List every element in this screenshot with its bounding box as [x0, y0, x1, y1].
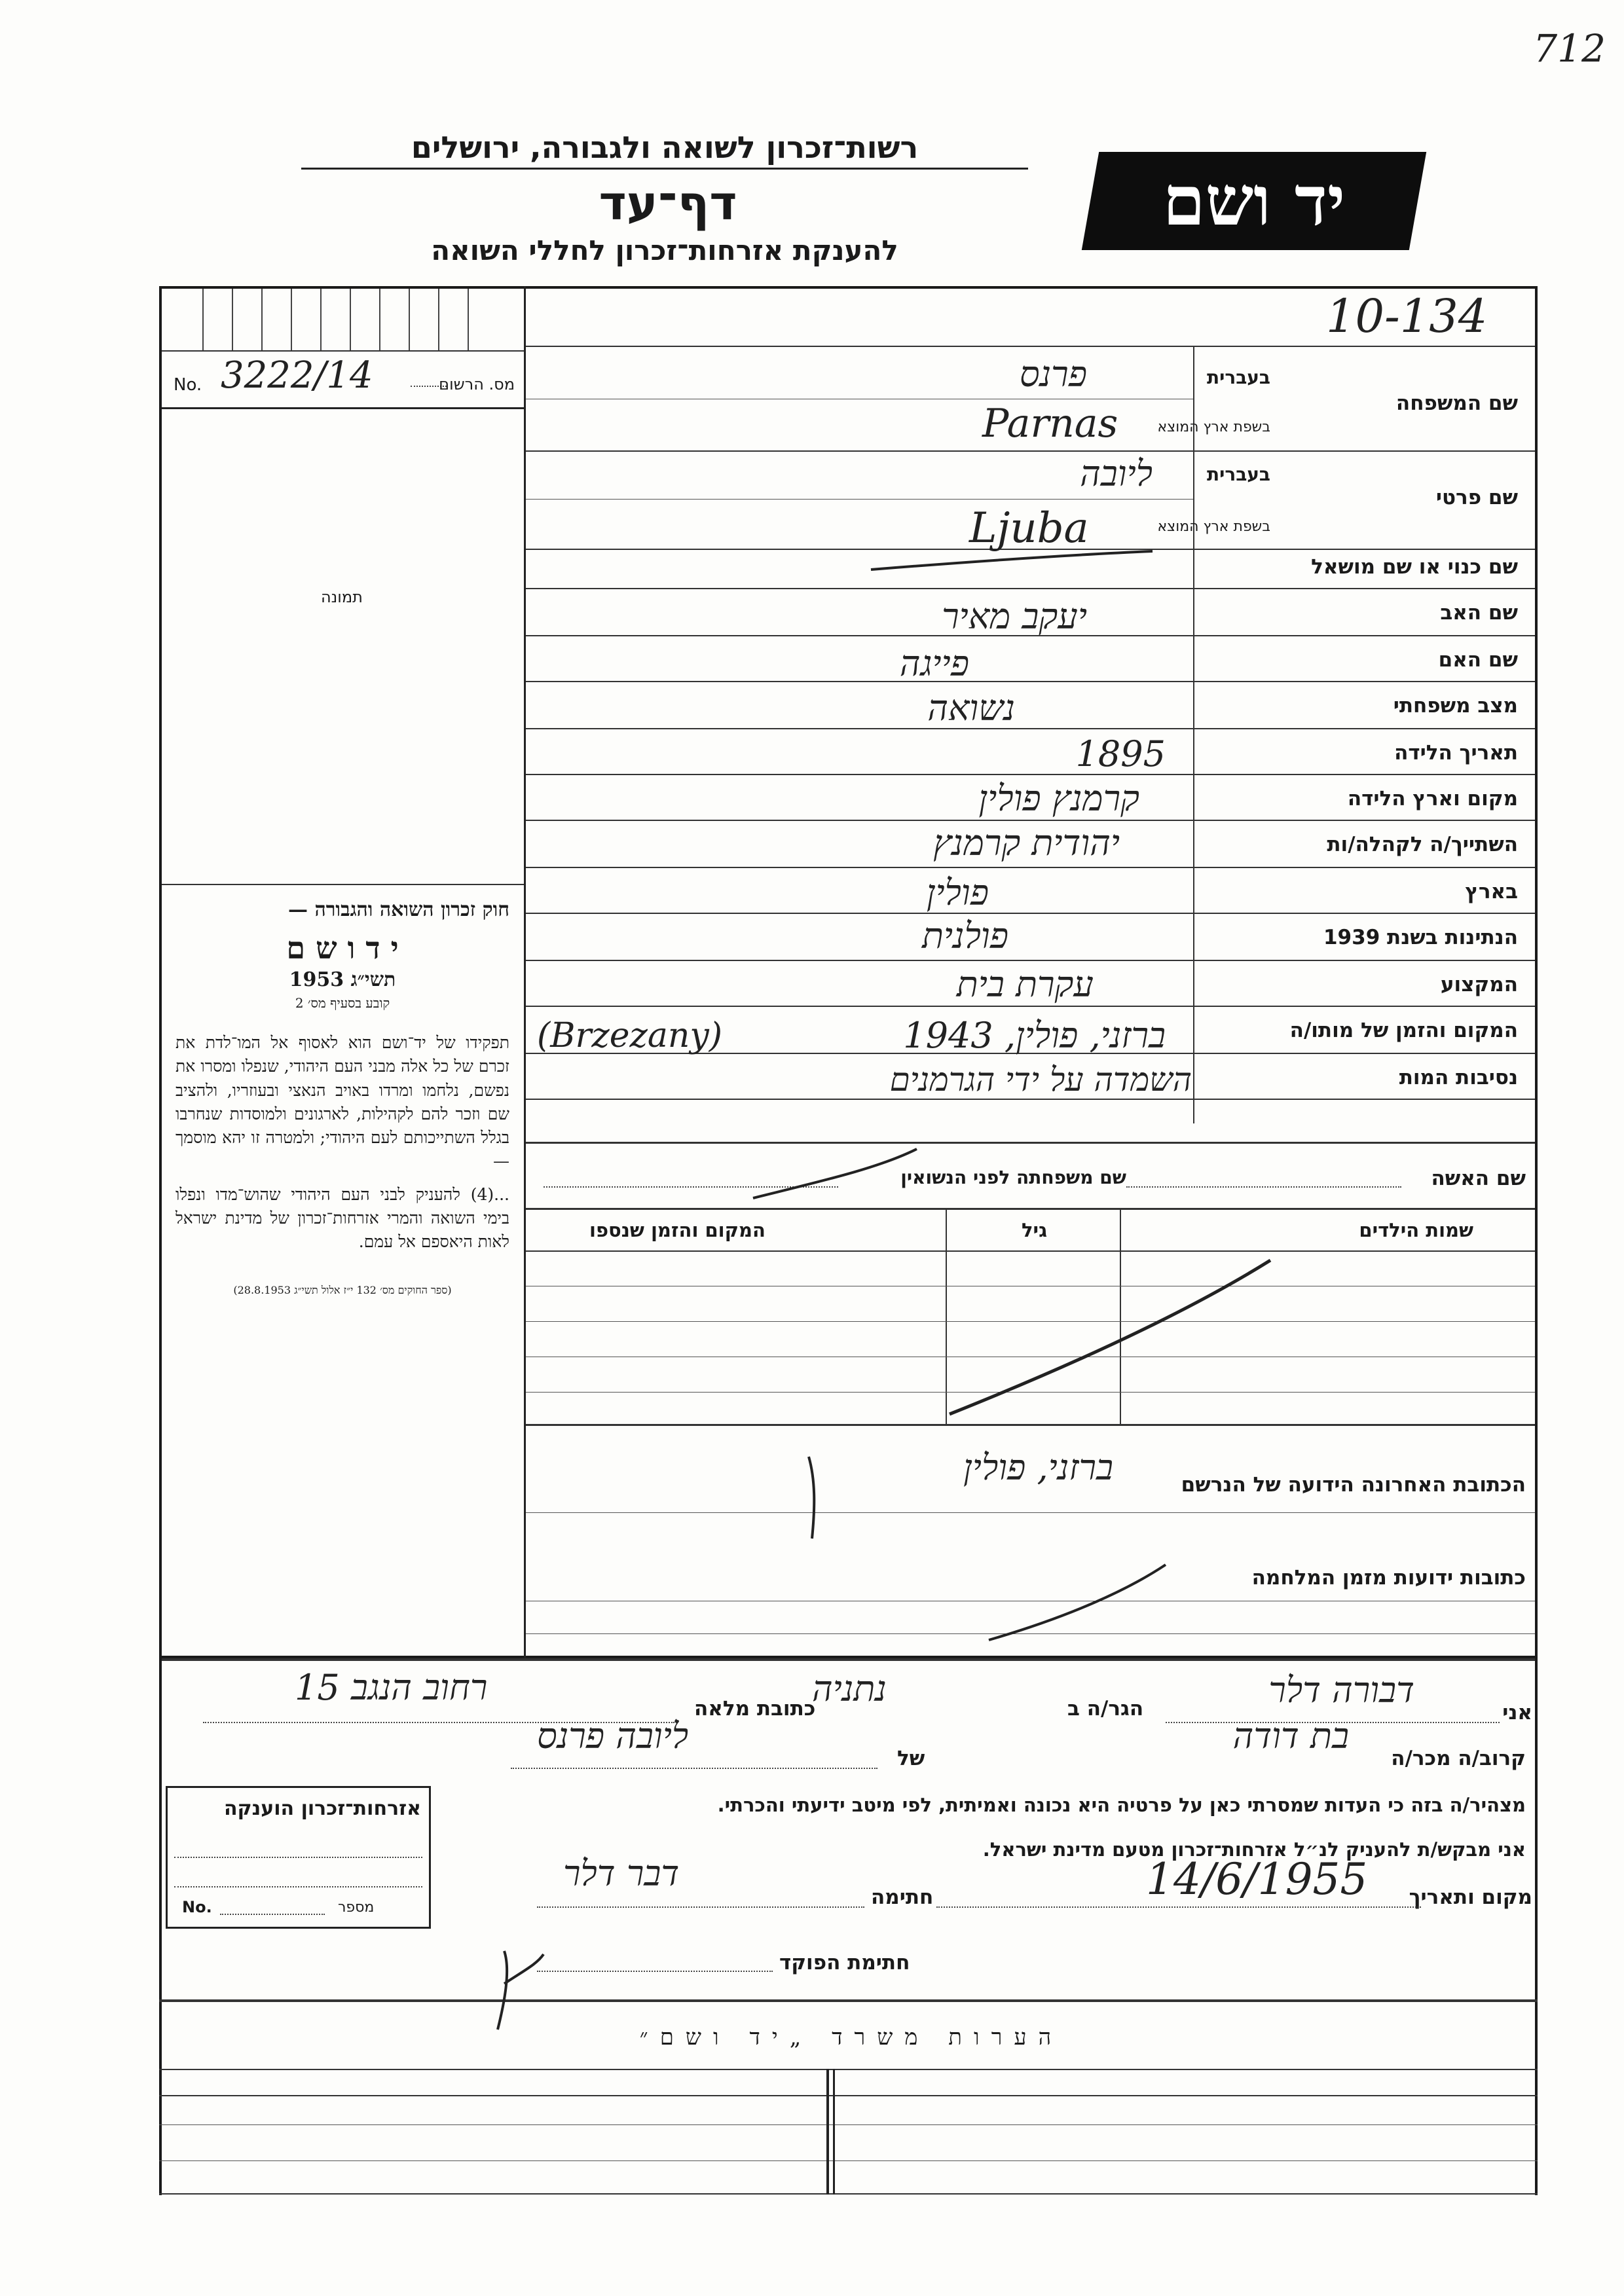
wartime-address-label: כתובות ידועות מזמן המלחמה: [1251, 1566, 1526, 1590]
death-place: ברזני, פולין, 1943: [903, 1015, 1166, 1056]
signature-line: [537, 1906, 864, 1908]
row-line: [526, 867, 1535, 868]
place-date-label: מקום ותאריך: [1409, 1886, 1532, 1909]
header-authority: רשות־זכרון לשואה ולגבורה, ירושלים: [301, 130, 1028, 170]
law-text: [175, 898, 509, 1297]
registration-label: מס. הרשום: [439, 375, 515, 393]
profession-label: המקצוע: [1440, 973, 1518, 996]
office-notes-title: הערות משרד „יד ושם״: [639, 2024, 1063, 2050]
birth-date-label: תאריך הלידה: [1394, 741, 1518, 765]
family-name-origin-label: בשפת ארץ המוצא: [1157, 419, 1270, 435]
official-signature-mark: [498, 1951, 544, 2030]
file-number: 10-134: [1326, 289, 1488, 343]
children-names-header: שמות הילדים: [1359, 1219, 1473, 1241]
children-age-header: גיל: [1022, 1219, 1048, 1241]
row-line: [526, 681, 1535, 682]
office-notes-line: [159, 2124, 1538, 2125]
date-line: [936, 1906, 1421, 1908]
relation-of-label: של: [897, 1747, 925, 1770]
row-line: [526, 450, 1535, 452]
row-line: [526, 774, 1535, 775]
law-paragraph-1: תפקידו של יד־ושם הוא לאסוף אל המו־לדת את זכרם של כל אלה מבני העם היהודי, שנפלו ומסרו את נפשם, נלחמו ומרדו באויב הנאצי ובעוזריו, ולהציב שם וזכר להם לקהילות, לארגונים ולמוסדות שנחרבו בגלל השתייכותם לעם היהודי; ולמטרה זו יהא מוסמך —: [175, 1033, 509, 1171]
family-name-hebrew: פרנס: [1019, 354, 1087, 395]
profession: עקרת בית: [956, 964, 1094, 1005]
office-notes-line: [159, 2095, 1538, 2096]
address-line: [526, 1633, 1535, 1634]
photo-label: תמונה: [321, 588, 363, 606]
citizenship-box-title: אזרחות־זכרון הוענקה: [223, 1797, 421, 1820]
registration-row: [162, 354, 524, 409]
office-notes-line: [159, 2069, 1538, 2070]
first-name-hebrew-label: בעברית: [1206, 464, 1270, 485]
death-place-label: המקום והזמן של מותו/ה: [1289, 1019, 1518, 1042]
law-section: קובע בסעיף מס׳ 2: [295, 995, 390, 1011]
office-notes-divider: [833, 2069, 835, 2195]
nickname-label: שם כנוי או שם מושאל: [1311, 555, 1518, 579]
yad-vashem-logo: [1082, 152, 1426, 250]
page-number: 712: [1533, 26, 1606, 71]
mother-name-label: שם האם: [1438, 648, 1518, 672]
right-margin-line: [1535, 1658, 1538, 2195]
citizenship: פולנית: [921, 915, 1008, 957]
first-name-origin: Ljuba: [969, 504, 1089, 553]
children-place-header: המקום והזמן שנספו: [589, 1219, 766, 1241]
declarant-city: נתניה: [812, 1668, 887, 1709]
relation-line: [511, 1768, 877, 1769]
registration-no-label: No.: [174, 375, 202, 395]
father-name: יעקב מאיר: [942, 596, 1087, 637]
mother-name: פייגה: [899, 643, 969, 684]
office-notes-top-line: [159, 1999, 1538, 2002]
row-line: [526, 346, 1535, 347]
row-line: [526, 1142, 1535, 1144]
citizenship-granted-box: [166, 1786, 431, 1929]
community-label: השתייך/ה לקהלה/ות: [1327, 833, 1518, 856]
declaration-date: 14/6/1955: [1146, 1854, 1368, 1904]
official-signature-line: [537, 1971, 773, 1972]
wife-maiden-line: [544, 1186, 838, 1188]
country: פולין: [926, 872, 989, 913]
declarant-address-label: כתובת מלאה: [694, 1697, 816, 1721]
last-address-value: ברזני, פולין: [963, 1447, 1113, 1488]
family-name-label: שם המשפחה: [1395, 392, 1518, 415]
wife-name-line: [1126, 1186, 1401, 1188]
signature-label: חתימה: [871, 1886, 934, 1909]
row-line: [526, 1006, 1535, 1007]
family-name-hebrew-label: בעברית: [1206, 367, 1270, 388]
family-name-origin: Parnas: [982, 401, 1118, 446]
children-row-line: [526, 1392, 1535, 1393]
declarant-signature: דבר דלר: [563, 1853, 680, 1894]
wife-maiden-name-label: שם משפחתה לפני הנשואין: [900, 1167, 1126, 1188]
row-line: [526, 1208, 1535, 1210]
children-header-line: [526, 1250, 1535, 1252]
official-signature-label: חתימת הפוקד: [779, 1951, 910, 1975]
declaration-statement-1: מצהיר/ה בזה כי העדות שמסרתי כאן על פרטיה היא נכונה ואמיתית, לפי מיטב ידיעתי והכרתי.: [717, 1794, 1526, 1816]
father-name-label: שם האב: [1440, 601, 1518, 625]
citizenship-label: הנתינות בשנת 1939: [1323, 926, 1518, 949]
citizenship-box-no-label: מספר: [338, 1899, 375, 1916]
death-cause-label: נסיבות המות: [1399, 1066, 1518, 1089]
office-notes-line: [159, 2160, 1538, 2161]
declarant-ani-label: אני: [1502, 1701, 1532, 1724]
row-line: [526, 1424, 1535, 1426]
citizenship-box-no-en: No.: [182, 1898, 212, 1916]
top-strip-cells: [162, 289, 524, 352]
marital-status-label: מצב משפחתי: [1393, 694, 1518, 718]
left-margin-line: [159, 1658, 162, 2195]
address-line: [526, 1512, 1535, 1513]
law-source: (ספר החוקים מס׳ 132 י״ז אלול תשי״ג 28.8.1953): [233, 1284, 452, 1297]
left-column-divider: [524, 286, 526, 1658]
declarant-name: דבורה דלר: [1268, 1669, 1414, 1711]
row-line: [526, 913, 1535, 914]
row-line: [526, 960, 1535, 961]
law-year: תשי״ג 1953: [289, 968, 396, 991]
declarant-address: רחוב הנגב 15: [295, 1667, 488, 1708]
country-label: בארץ: [1465, 880, 1518, 903]
office-notes-bottom-line: [159, 2193, 1538, 2195]
birth-place: קרמנץ פולין: [978, 778, 1139, 819]
law-title: חוק זכרון השואה והגבורה —: [288, 898, 509, 921]
logo-text: יד ושם: [1162, 160, 1346, 241]
registration-number: 3222/14: [221, 354, 373, 397]
declaration-statement-2: אני מבקש/ת להעניק לנ״ל אזרחות־זכרון מטעם מדינת ישראל.: [982, 1838, 1526, 1861]
relative-label: קרוב/ה מכר/ה: [1391, 1747, 1526, 1770]
first-name-origin-label: בשפת ארץ המוצא: [1157, 519, 1270, 535]
row-line: [526, 820, 1535, 821]
birth-place-label: מקום וארץ הלידה: [1347, 787, 1518, 811]
first-name-label: שם פרטי: [1435, 486, 1518, 509]
community: יהודית קרמנץ: [933, 822, 1120, 864]
office-notes-divider: [826, 2069, 829, 2195]
first-name-hebrew: ליובה: [1080, 453, 1153, 494]
marital-status: נשואה: [927, 687, 1015, 729]
row-line: [526, 728, 1535, 729]
form-title: דף־עד: [599, 175, 737, 230]
wife-name-label: שם האשה: [1431, 1167, 1526, 1190]
children-row-line: [526, 1321, 1535, 1322]
form-subtitle: להענקת אזרחות־זכרון לחללי השואה: [431, 234, 898, 266]
relation-of-name: ליובה פרנס: [537, 1715, 689, 1757]
row-line: [526, 499, 1193, 500]
birth-date: 1895: [1075, 733, 1166, 774]
law-name: י ד ו ש ם: [286, 930, 399, 966]
declarant-resides-label: הגר/ה ב: [1067, 1697, 1144, 1721]
last-address-label: הכתובת האחרונה הידועה של הנרשם: [1181, 1473, 1526, 1497]
death-cause: השמדה על ידי הגרמנים: [889, 1061, 1192, 1099]
death-place-latin: (Brzezany): [537, 1016, 723, 1055]
photo-box-bottom: [162, 884, 524, 885]
row-line: [526, 588, 1535, 589]
law-paragraph-2: ...(4) להעניק לבני העם היהודי שהוש־מדו ונפלו בימי השואה והמרי אזרחות־זכרון של מדינת ישראל לאות היאספם אל עמם.: [175, 1184, 509, 1251]
row-line: [526, 1099, 1535, 1100]
relation-value: בת דודה: [1232, 1715, 1349, 1757]
outer-frame-line: [159, 1658, 1538, 1661]
